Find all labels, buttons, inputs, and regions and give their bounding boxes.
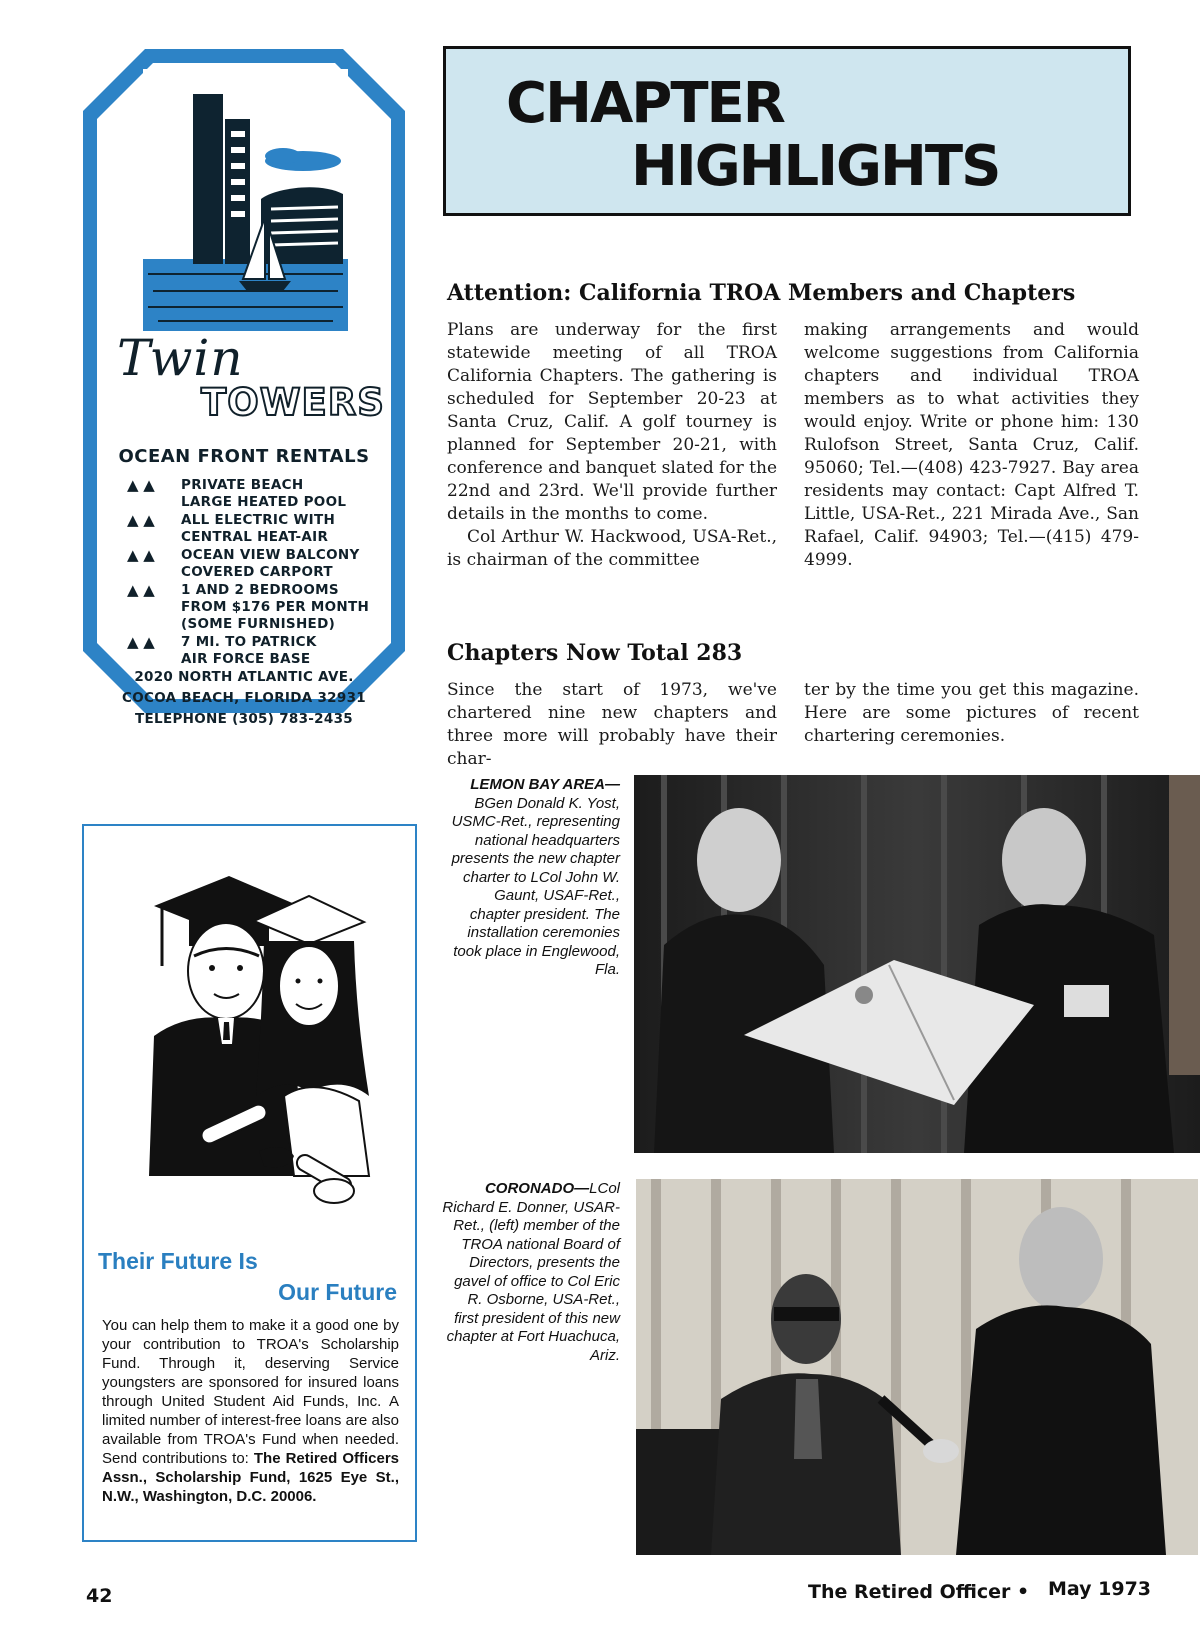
triangle-bullet-icon: ▲ ▲ (127, 546, 155, 564)
twin-logo-text: Twin (117, 329, 244, 387)
feature-item (127, 512, 387, 546)
scholarship-title-line2: Our Future (278, 1279, 397, 1305)
feature-line: OCEAN VIEW BALCONY (181, 547, 360, 563)
issue-date: May 1973 (1048, 1578, 1152, 1600)
scholarship-body (102, 1316, 399, 1506)
article-paragraph: Col Arthur W. Hackwood, USA-Ret., is chairman of the committee (447, 527, 777, 570)
photo-image (636, 1179, 1198, 1555)
header-title-highlights: HIGHLIGHTS (631, 134, 1000, 199)
feature-list (127, 477, 387, 669)
feature-text (181, 582, 369, 633)
article-california-col1 (447, 319, 777, 572)
caption-label: LEMON BAY AREA— (470, 776, 620, 793)
feature-line: 7 MI. TO PATRICK (181, 634, 317, 650)
article-paragraph: ter by the time you get this magazine. Here are some pictures of recent chartering ceremonies. (804, 680, 1139, 746)
towers-illustration (143, 69, 348, 331)
section-header (443, 46, 1131, 216)
caption-text: BGen Donald K. Yost, USMC-Ret., representing national headquarters presents the new chapter charter to LCol John W. Gaunt, USAF-Ret., chapter president. The installation ceremonies took place in Englewood, Fla. (451, 794, 620, 978)
feature-item (127, 634, 387, 668)
feature-text (181, 477, 346, 511)
twin-towers-ad (83, 49, 405, 727)
article-california-title: Attention: California TROA Members and Chapters (447, 280, 1076, 306)
article-chapters-title: Chapters Now Total 283 (447, 640, 743, 666)
feature-line: PRIVATE BEACH (181, 477, 304, 493)
article-paragraph: making arrangements and would welcome suggestions from California chapters and individual TROA members as to what activities they would enjoy. Write or phone him: 130 Rulofson Street, Santa Cruz, Calif. 95060; Tel.—(408) 423-7927. Bay area residents may contact: Capt Alfred T. Little, USA-Ret., 221 Mirada Ave., San Rafael, Calif. 94903; Tel.—(415) 479-4999. (804, 320, 1139, 570)
feature-item (127, 582, 387, 633)
photo-coronado-gavel (636, 1179, 1198, 1555)
publication-name: The Retired Officer (808, 1581, 1011, 1603)
ad-address (83, 667, 405, 730)
footer-separator: • (1017, 1581, 1030, 1603)
article-chapters-col1 (447, 679, 777, 771)
scholarship-ad (82, 824, 417, 1542)
caption-label: CORONADO— (484, 1180, 590, 1197)
feature-line: AIR FORCE BASE (181, 651, 311, 667)
triangle-bullet-icon: ▲ ▲ (127, 581, 155, 599)
address-city: COCOA BEACH, FLORIDA 32931 (122, 690, 366, 706)
feature-line: CENTRAL HEAT-AIR (181, 529, 329, 545)
ad-headline: OCEAN FRONT RENTALS (118, 446, 370, 467)
feature-text (181, 547, 360, 581)
triangle-bullet-icon: ▲ ▲ (127, 633, 155, 651)
feature-line: COVERED CARPORT (181, 564, 333, 580)
graduates-illustration (144, 846, 374, 1246)
address-telephone: TELEPHONE (305) 783-2435 (135, 711, 353, 727)
triangle-bullet-icon: ▲ ▲ (127, 476, 155, 494)
feature-line: LARGE HEATED POOL (181, 494, 347, 510)
feature-line: (SOME FURNISHED) (181, 616, 336, 632)
caption-text: LCol Richard E. Donner, USAR-Ret., (left) member of the TROA national Board of Directors, presents the gavel of office to Col Eric R. Osborne, USA-Ret., first president of this new chapter at Fort Huachuca, Ariz. (442, 1180, 620, 1364)
photo-lemon-bay-charter (634, 775, 1200, 1153)
scholarship-title-line1: Their Future Is (98, 1248, 258, 1274)
scholarship-body-text: You can help them to make it a good one by your contribution to TROA's Scholarship Fund. Through it, deserving Service youngsters are sponsored for insured loans through United Student Aid Funds, Inc. A limited number of interest-free loans are also available from TROA's Fund when needed. Send contributions to: (102, 1317, 399, 1467)
feature-line: ALL ELECTRIC WITH (181, 512, 336, 528)
scholarship-address: The Retired Officers Assn., Scholarship Fund, 1625 Eye St., N.W., Washington, D.C. 20006. (102, 1450, 400, 1505)
feature-text (181, 634, 317, 668)
feature-text (181, 512, 335, 546)
feature-item (127, 547, 387, 581)
photo-image (634, 775, 1200, 1153)
address-street: 2020 NORTH ATLANTIC AVE. (134, 669, 354, 685)
article-paragraph: Plans are underway for the first statewide meeting of all TROA California Chapters. The gathering is scheduled for September 20-23 at Santa Cruz, Calif. A golf tourney is planned for September 20-21, with conference and banquet slated for the 22nd and 23rd. We'll provide further details in the months to come. (447, 320, 778, 524)
feature-line: FROM $176 PER MONTH (181, 599, 370, 615)
photo-caption-lemon-bay (440, 776, 620, 980)
header-title-chapter: CHAPTER (506, 71, 784, 136)
feature-item (127, 477, 387, 511)
article-chapters-col2 (804, 679, 1139, 748)
article-paragraph: Since the start of 1973, we've chartered nine new chapters and three more will probably have their char- (447, 680, 777, 769)
article-california-col2 (804, 319, 1139, 572)
towers-logo-text: TOWERS (201, 381, 385, 424)
photo-caption-coronado (440, 1180, 620, 1365)
page-number: 42 (86, 1585, 113, 1607)
triangle-bullet-icon: ▲ ▲ (127, 511, 155, 529)
feature-line: 1 AND 2 BEDROOMS (181, 582, 339, 598)
